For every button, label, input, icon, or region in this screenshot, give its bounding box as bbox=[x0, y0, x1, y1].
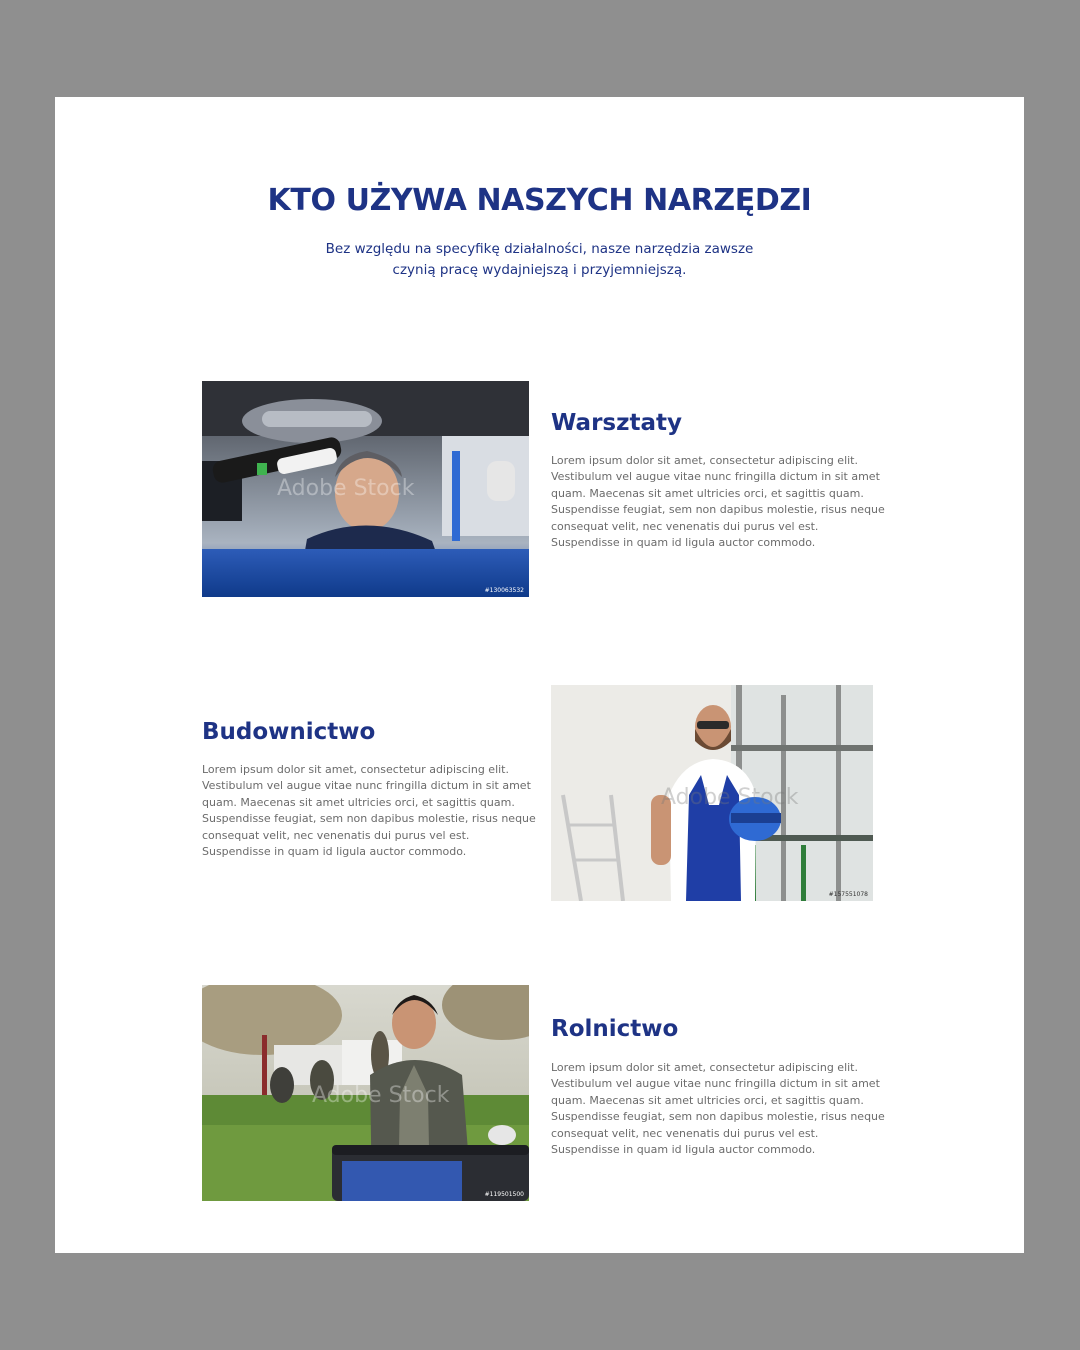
section-title-warsztaty: Warsztaty bbox=[551, 410, 682, 436]
section-title-budownictwo: Budownictwo bbox=[202, 719, 376, 745]
text-line: Suspendisse in quam id ligula auctor commodo. bbox=[202, 845, 467, 859]
text-line: consequat velit, nec venenatis dui purus vel est. bbox=[551, 519, 819, 533]
text-line: Vestibulum vel augue vitae nunc fringilla dictum in sit amet bbox=[551, 1077, 880, 1091]
stock-id: #130063532 bbox=[484, 587, 524, 594]
text-line: Suspendisse feugiat, sem non dapibus molestie, risus neque bbox=[202, 812, 536, 826]
text-line: consequat velit, nec venenatis dui purus vel est. bbox=[551, 1126, 819, 1140]
text-line: quam. Maecenas sit amet ultricies orci, et sagittis quam. bbox=[551, 1093, 864, 1107]
text-line: quam. Maecenas sit amet ultricies orci, et sagittis quam. bbox=[551, 486, 864, 500]
section-text-rolnictwo bbox=[551, 1060, 885, 1158]
stock-id: #119501500 bbox=[484, 1191, 524, 1198]
stock-id: #157551078 bbox=[828, 891, 868, 898]
text-line: Lorem ipsum dolor sit amet, consectetur adipiscing elit. bbox=[551, 454, 858, 467]
text-line: Vestibulum vel augue vitae nunc fringilla dictum in sit amet bbox=[551, 470, 880, 484]
section-title-rolnictwo: Rolnictwo bbox=[551, 1016, 679, 1042]
image-watermark: Adobe Stock bbox=[277, 476, 415, 501]
section-text-warsztaty bbox=[551, 453, 885, 551]
text-line: Suspendisse feugiat, sem non dapibus molestie, risus neque bbox=[551, 503, 885, 517]
content-card bbox=[55, 97, 1024, 1253]
text-line: Lorem ipsum dolor sit amet, consectetur adipiscing elit. bbox=[202, 763, 509, 776]
text-line: quam. Maecenas sit amet ultricies orci, et sagittis quam. bbox=[202, 795, 515, 809]
text-line: Lorem ipsum dolor sit amet, consectetur adipiscing elit. bbox=[551, 1061, 858, 1074]
subtitle-line: Bez względu na specyfikę działalności, nasze narzędzia zawsze bbox=[325, 241, 754, 257]
text-line: Suspendisse in quam id ligula auctor commodo. bbox=[551, 536, 816, 550]
agriculture-image bbox=[202, 985, 529, 1201]
construction-image bbox=[551, 685, 873, 901]
page-title: KTO UŻYWA NASZYCH NARZĘDZI bbox=[267, 183, 812, 218]
text-line: consequat velit, nec venenatis dui purus vel est. bbox=[202, 828, 470, 842]
workshop-image bbox=[202, 381, 529, 597]
text-line: Vestibulum vel augue vitae nunc fringilla dictum in sit amet bbox=[202, 779, 531, 793]
image-watermark: Adobe Stock bbox=[312, 1083, 450, 1108]
text-line: Suspendisse feugiat, sem non dapibus molestie, risus neque bbox=[551, 1110, 885, 1124]
image-watermark: Adobe Stock bbox=[661, 785, 799, 810]
section-text-budownictwo bbox=[202, 762, 536, 860]
text-line: Suspendisse in quam id ligula auctor commodo. bbox=[551, 1143, 816, 1157]
subtitle-line: czynią pracę wydajniejszą i przyjemniejszą. bbox=[392, 262, 687, 278]
page-subtitle bbox=[55, 239, 1024, 281]
